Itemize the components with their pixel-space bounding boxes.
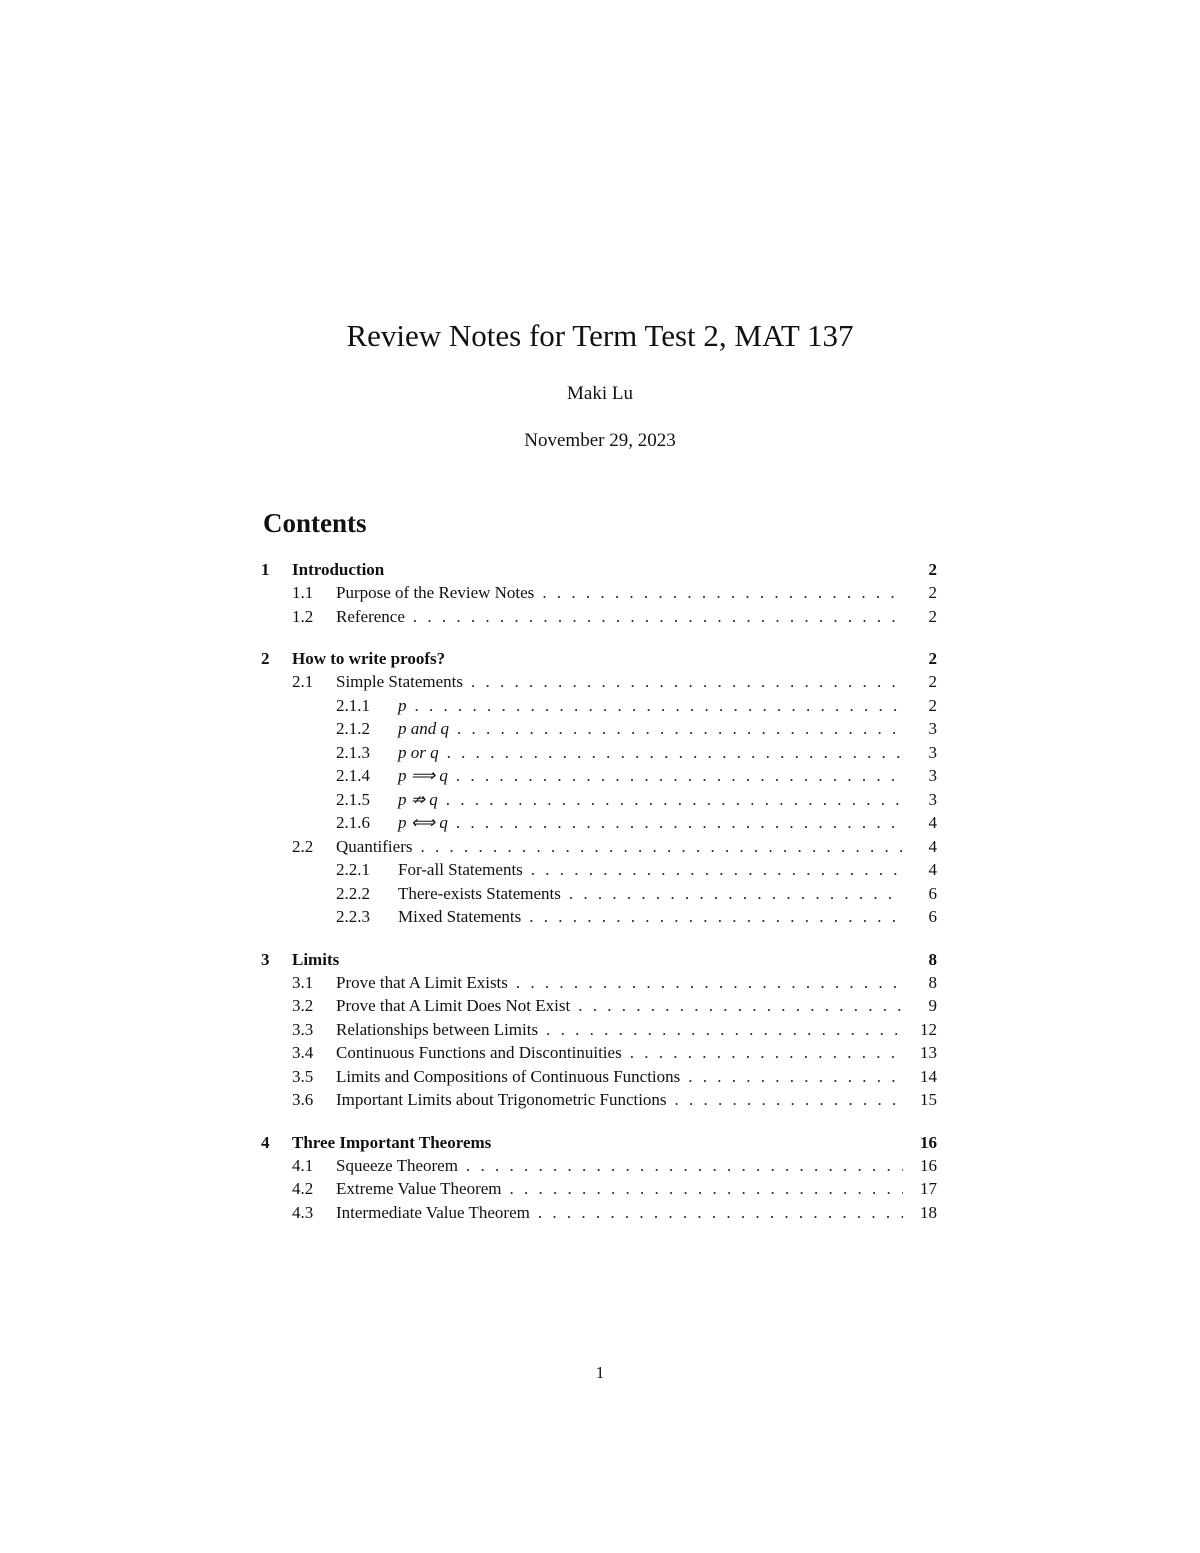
toc-entry-title: Three Important Theorems xyxy=(292,1131,499,1154)
toc-entry-title: p ⇏ q xyxy=(398,788,446,812)
toc-entry[interactable] xyxy=(261,788,937,812)
toc-entry[interactable] xyxy=(261,741,937,765)
toc-entry-number: 2.1.3 xyxy=(336,742,370,762)
toc-leader-dots xyxy=(578,994,903,1018)
toc-entry-title: There-exists Statements xyxy=(398,882,569,906)
toc-leader-dots xyxy=(531,858,903,882)
toc-entry-title: Prove that A Limit Does Not Exist xyxy=(336,994,578,1018)
toc-entry[interactable] xyxy=(261,905,937,929)
toc-entry[interactable] xyxy=(261,1154,937,1178)
toc-leader-dots xyxy=(453,647,903,670)
toc-entry-title: Limits xyxy=(292,948,347,971)
toc-leader-dots xyxy=(510,1177,903,1201)
toc-entry-page: 4 xyxy=(903,858,937,882)
toc-leader-dots xyxy=(688,1065,903,1089)
toc-entry-page: 14 xyxy=(903,1065,937,1089)
toc-entry-title: Relationships between Limits xyxy=(336,1018,546,1042)
toc-entry-title: Introduction xyxy=(292,558,392,581)
toc-entry-number: 4.3 xyxy=(292,1202,314,1222)
toc-entry-title: How to write proofs? xyxy=(292,647,453,670)
toc-entry-page: 16 xyxy=(903,1154,937,1178)
toc-entry[interactable] xyxy=(261,605,937,629)
toc-entry-number: 3.1 xyxy=(292,972,314,992)
toc-entry-number: 2.2 xyxy=(292,836,314,856)
toc-entry[interactable] xyxy=(261,1088,937,1112)
toc-entry-number: 3 xyxy=(261,949,270,969)
toc-entry-number: 1.1 xyxy=(292,583,314,602)
toc-entry-title: p xyxy=(398,694,415,718)
toc-entry-number: 2.2.2 xyxy=(336,883,370,903)
document-author: Maki Lu xyxy=(567,383,633,404)
toc-section-entry[interactable] xyxy=(261,948,937,971)
toc-entry-number: 3.5 xyxy=(292,1066,314,1086)
toc-entry[interactable] xyxy=(261,994,937,1018)
toc-entry-page: 9 xyxy=(903,994,937,1018)
toc-entry-number: 1.2 xyxy=(292,606,314,626)
toc-entry-number: 2.1.1 xyxy=(336,695,370,715)
toc-entry-page: 4 xyxy=(903,811,937,835)
toc-leader-dots xyxy=(466,1154,903,1178)
toc-entry-page: 6 xyxy=(903,882,937,906)
toc-entry-title: Continuous Functions and Discontinuities xyxy=(336,1041,630,1065)
toc-entry-number: 2.1.4 xyxy=(336,766,370,785)
toc-entry-number: 2.1.6 xyxy=(336,813,370,832)
toc-leader-dots xyxy=(630,1041,903,1065)
toc-entry-page: 6 xyxy=(903,905,937,929)
toc-section-group xyxy=(261,647,937,929)
table-of-contents xyxy=(261,558,937,1243)
toc-entry-number: 4 xyxy=(261,1132,270,1152)
toc-entry-page: 3 xyxy=(903,717,937,741)
toc-entry-number: 4.2 xyxy=(292,1179,314,1198)
toc-section-entry[interactable] xyxy=(261,558,937,581)
toc-entry-title: p or q xyxy=(398,741,447,765)
toc-entry-page: 2 xyxy=(903,558,937,581)
toc-entry-page: 8 xyxy=(903,948,937,971)
toc-entry-number: 2.2.1 xyxy=(336,860,370,879)
toc-entry-number: 4.1 xyxy=(292,1155,314,1175)
toc-entry-number: 1 xyxy=(261,560,270,579)
toc-entry-page: 3 xyxy=(903,788,937,812)
toc-section-entry[interactable] xyxy=(261,647,937,670)
document-title: Review Notes for Term Test 2, MAT 137 xyxy=(346,318,854,353)
toc-leader-dots xyxy=(675,1088,903,1112)
toc-entry-title: p and q xyxy=(398,717,457,741)
toc-leader-dots xyxy=(569,882,903,906)
toc-entry-title: Limits and Compositions of Continuous Functions xyxy=(336,1065,688,1089)
toc-entry-page: 8 xyxy=(903,971,937,995)
toc-leader-dots xyxy=(446,788,903,812)
toc-entry-title: Purpose of the Review Notes xyxy=(336,581,542,605)
toc-leader-dots xyxy=(447,741,903,765)
toc-entry-page: 13 xyxy=(903,1041,937,1065)
toc-entry[interactable] xyxy=(261,1041,937,1065)
toc-leader-dots xyxy=(456,811,903,835)
toc-entry-page: 2 xyxy=(903,647,937,670)
toc-entry-number: 3.6 xyxy=(292,1090,314,1109)
toc-entry[interactable] xyxy=(261,811,937,835)
toc-entry-title: p ⟺ q xyxy=(398,811,456,835)
toc-entry-title: Mixed Statements xyxy=(398,905,529,929)
toc-entry[interactable] xyxy=(261,1177,937,1201)
toc-leader-dots xyxy=(499,1131,903,1154)
toc-entry-title: Intermediate Value Theorem xyxy=(336,1201,538,1225)
toc-leader-dots xyxy=(415,694,904,718)
toc-entry-page: 3 xyxy=(903,741,937,765)
toc-entry-title: Important Limits about Trigonometric Functions xyxy=(336,1088,675,1112)
toc-section-group xyxy=(261,1131,937,1225)
toc-leader-dots xyxy=(542,581,903,605)
toc-entry[interactable] xyxy=(261,1018,937,1042)
toc-leader-dots xyxy=(457,717,903,741)
toc-section-group xyxy=(261,948,937,1112)
toc-entry-number: 2.1.5 xyxy=(336,789,370,809)
toc-entry-title: Squeeze Theorem xyxy=(336,1154,466,1178)
toc-entry-title: Simple Statements xyxy=(336,670,471,694)
toc-entry[interactable] xyxy=(261,835,937,859)
toc-entry-title: p ⟹ q xyxy=(398,764,456,788)
toc-entry-page: 3 xyxy=(903,764,937,788)
toc-entry-number: 2.2.3 xyxy=(336,907,370,926)
toc-entry-number: 3.4 xyxy=(292,1043,314,1062)
toc-leader-dots xyxy=(420,835,903,859)
toc-leader-dots xyxy=(456,764,903,788)
toc-entry-page: 2 xyxy=(903,694,937,718)
toc-section-entry[interactable] xyxy=(261,1131,937,1154)
toc-entry-page: 2 xyxy=(903,605,937,629)
toc-entry-title: Prove that A Limit Exists xyxy=(336,971,516,995)
toc-leader-dots xyxy=(392,558,903,581)
toc-entry-title: Quantifiers xyxy=(336,835,420,859)
toc-entry-title: Reference xyxy=(336,605,413,629)
toc-entry[interactable] xyxy=(261,717,937,741)
toc-leader-dots xyxy=(413,605,903,629)
toc-entry-number: 2.1.2 xyxy=(336,719,370,738)
toc-entry-page: 2 xyxy=(903,581,937,605)
toc-leader-dots xyxy=(538,1201,903,1225)
toc-entry[interactable] xyxy=(261,670,937,694)
toc-leader-dots xyxy=(529,905,903,929)
toc-entry-number: 3.2 xyxy=(292,996,314,1015)
document-date: November 29, 2023 xyxy=(524,430,676,451)
toc-leader-dots xyxy=(471,670,903,694)
toc-entry[interactable] xyxy=(261,882,937,906)
toc-leader-dots xyxy=(546,1018,903,1042)
toc-entry-number: 3.3 xyxy=(292,1019,314,1039)
toc-section-group xyxy=(261,558,937,628)
toc-entry-page: 15 xyxy=(903,1088,937,1112)
contents-heading: Contents xyxy=(263,508,367,538)
toc-entry[interactable] xyxy=(261,764,937,788)
toc-entry-page: 17 xyxy=(903,1177,937,1201)
toc-entry-number: 2.1 xyxy=(292,672,314,691)
toc-entry-title: For-all Statements xyxy=(398,858,531,882)
toc-entry-number: 2 xyxy=(261,649,270,668)
page-number: 1 xyxy=(595,1363,605,1382)
toc-entry-page: 2 xyxy=(903,670,937,694)
toc-entry-page: 4 xyxy=(903,835,937,859)
toc-entry-page: 18 xyxy=(903,1201,937,1225)
toc-entry-page: 12 xyxy=(903,1018,937,1042)
toc-entry[interactable] xyxy=(261,581,937,605)
toc-entry-page: 16 xyxy=(903,1131,937,1154)
toc-leader-dots xyxy=(516,971,903,995)
toc-entry[interactable] xyxy=(261,1065,937,1089)
toc-entry[interactable] xyxy=(261,1201,937,1225)
toc-entry[interactable] xyxy=(261,694,937,718)
toc-entry[interactable] xyxy=(261,858,937,882)
toc-entry-title: Extreme Value Theorem xyxy=(336,1177,510,1201)
toc-entry[interactable] xyxy=(261,971,937,995)
toc-leader-dots xyxy=(347,948,903,971)
